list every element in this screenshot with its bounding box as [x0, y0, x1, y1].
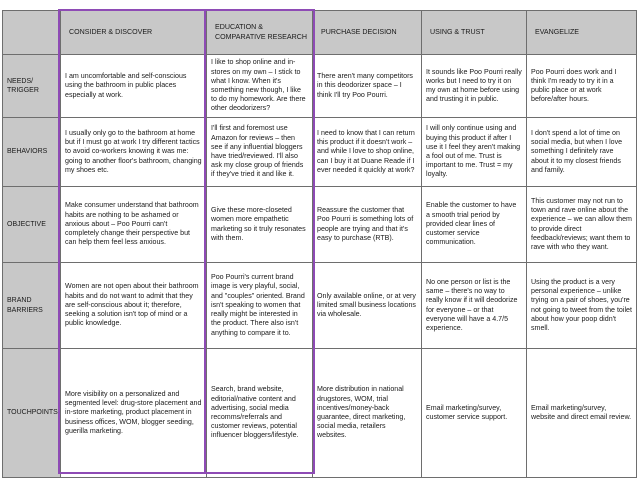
corner-cell [3, 11, 61, 55]
table-cell: Enable the customer to have a smooth trial period by provided clear lines of customer service communication. [422, 187, 527, 263]
row-header-needs-trigger: NEEDS/ TRIGGER [3, 55, 61, 118]
table-cell: More distribution in national drugstores, WOM, trial incentives/money-back guarantee, direct marketing, social media, retailers websites. [313, 349, 422, 478]
table-cell: Reassure the customer that Poo Pourri is something lots of people are trying and that it's easy to purchase (RTB). [313, 187, 422, 263]
column-header-purchase-decision: PURCHASE DECISION [313, 11, 422, 55]
table-cell: Women are not open about their bathroom habits and do not want to admit that they are self-conscious about it; therefore, seeking a solution isn't top of mind or a public knowledge. [61, 263, 207, 349]
table-cell: Poo Pourri does work and I think I'm ready to try it in a public place or at work before/after hours. [527, 55, 637, 118]
table-cell: Poo Pourri's current brand image is very playful, social, and "couples" oriented. Brand isn't speaking to women that really might be interested in the product. There also isn't anything to compare it to. [207, 263, 313, 349]
table-row-objective [3, 187, 637, 263]
table-cell: It sounds like Poo Pourri really works but I need to try it on my own at home before using and trusting it in public. [422, 55, 527, 118]
table-cell: I am uncomfortable and self-conscious using the bathroom in public places especially at work. [61, 55, 207, 118]
table-cell: Using the product is a very personal experience – unlike trying on a pair of shoes, you're not going to tweet from the toilet about how your poop didn't smell. [527, 263, 637, 349]
table-row-brand-barriers [3, 263, 637, 349]
table-cell: I like to shop online and in-stores on my own – I stick to what I know. When it's something new though, I like to do my homework. Are there other deodorizers? [207, 55, 313, 118]
table-cell: Make consumer understand that bathroom habits are nothing to be ashamed or anxious about – Poo Pourri can't completely change their perspective but can help them feel less anxious. [61, 187, 207, 263]
row-header-touchpoints: TOUCHPOINTS [3, 349, 61, 478]
table-cell: Search, brand website, editorial/native content and advertising, social media recomms/referrals and customer reviews, potential influencer bloggers/lifestyle. [207, 349, 313, 478]
table-cell: No one person or list is the same – there's no way to really know if it will deodorize for everyone – or that everyone will have a 4.7/5 experience. [422, 263, 527, 349]
table-cell: I don't spend a lot of time on social media, but when I love something I definitely rave about it to my closest friends and family. [527, 118, 637, 187]
column-header-evangelize: EVANGELIZE [527, 11, 637, 55]
table-cell: I need to know that I can return this product if it doesn't work – and while I love to shop online, can I buy it at Duane Reade if I ever needed it quickly at work? [313, 118, 422, 187]
column-header-education-research: EDUCATION & COMPARATIVE RESEARCH [207, 11, 313, 55]
table-cell: There aren't many competitors in this deodorizer space – I think I'll try Poo Pourri. [313, 55, 422, 118]
table-row-needs-trigger [3, 55, 637, 118]
table-row-touchpoints [3, 349, 637, 478]
table-cell: Email marketing/survey, customer service support. [422, 349, 527, 478]
table-cell: More visibility on a personalized and segmented level: drug-store placement and in-store marketing, product placement in business offices, WOM, blogger seeding, guerilla marketing. [61, 349, 207, 478]
table-row-behaviors [3, 118, 637, 187]
table-cell: This customer may not run to town and rave online about the experience – we can allow them to provide direct feedback/reviews; want them to rave with who they want. [527, 187, 637, 263]
table-cell: Only available online, or at very limited small business locations via wholesale. [313, 263, 422, 349]
column-header-using-trust: USING & TRUST [422, 11, 527, 55]
column-header-consider-discover: CONSIDER & DISCOVER [61, 11, 207, 55]
table-cell: I'll first and foremost use Amazon for reviews – then see if any influential bloggers have tried/reviewed. I'll also ask my close group of friends if they've tried it and like it. [207, 118, 313, 187]
table-cell: I usually only go to the bathroom at home but if I must go at work I try different tactics to avoid co-workers knowing it was me: going to another floor's bathroom, changing my shoes etc. [61, 118, 207, 187]
customer-journey-table [2, 10, 637, 478]
row-header-objective: OBJECTIVE [3, 187, 61, 263]
table-cell: Email marketing/survey, website and direct email review. [527, 349, 637, 478]
row-header-brand-barriers: BRAND BARRIERS [3, 263, 61, 349]
table-cell: Give these more-closeted women more empathetic marketing so it truly resonates with them. [207, 187, 313, 263]
header-row [3, 11, 637, 55]
row-header-behaviors: BEHAVIORS [3, 118, 61, 187]
table-cell: I will only continue using and buying this product if after I use it I feel they aren't making a fool out of me. Trust is important to me. Trust = my loyalty. [422, 118, 527, 187]
